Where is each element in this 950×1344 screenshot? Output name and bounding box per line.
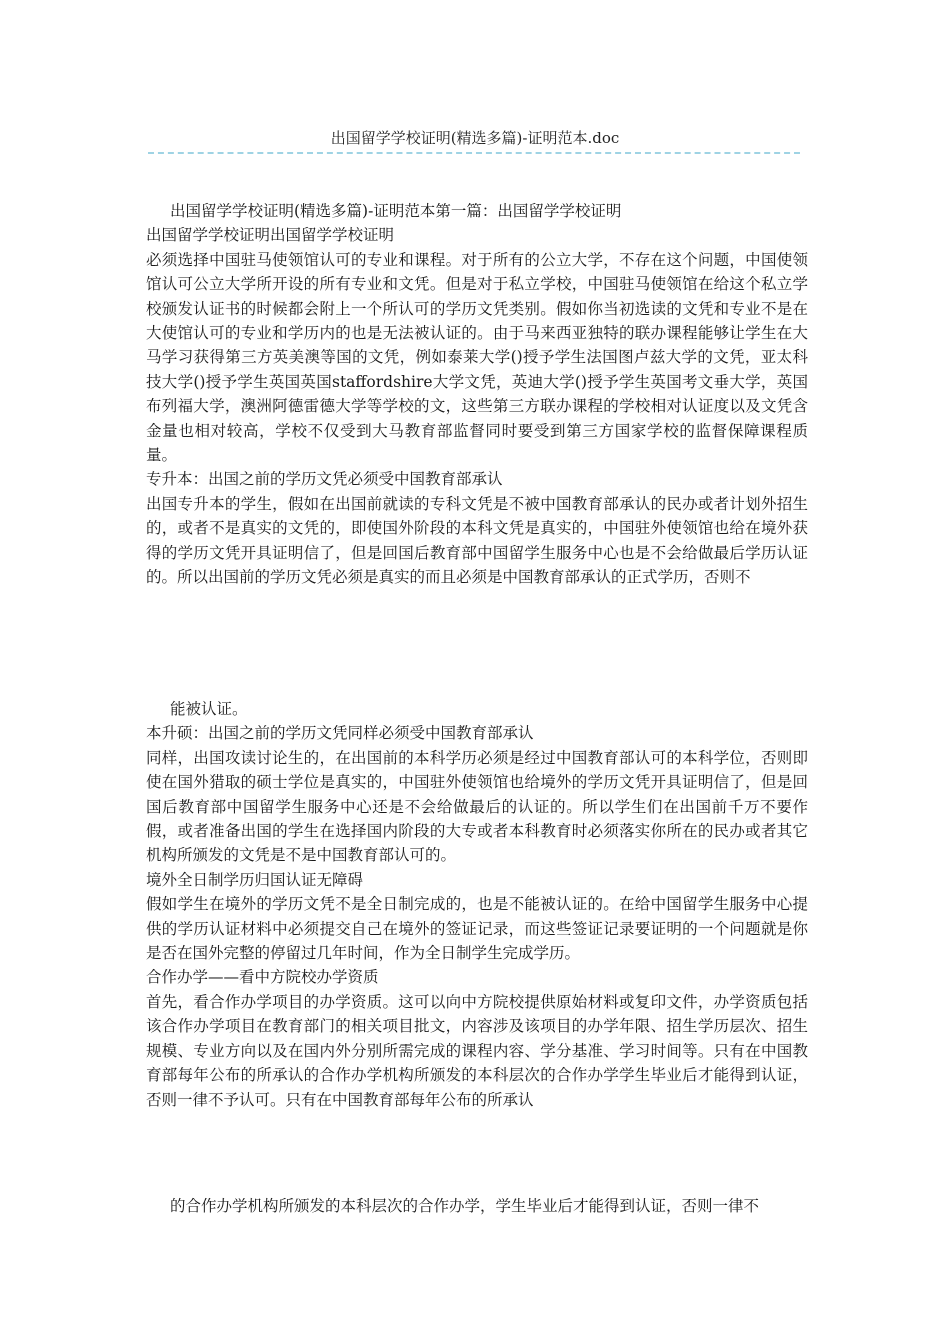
paragraph: 能被认证。 [170, 700, 248, 718]
paragraph-heading: 专升本：出国之前的学历文凭必须受中国教育部承认 [146, 470, 503, 489]
paragraph: 同样，出国攻读讨论生的，在出国前的本科学历必须是经过中国教育部认可的本科学位，否则即使在国外猎取的硕士学位是真实的，中国驻外使领馆也给境外的学历文凭开具证明信了，但是回国后教育部中国留学生服务中心还是不会给做最后的认证的。所以学生们在出国前千万不要作假，或者准备出国的学生在选择国内阶段的大专或者本科教育时必须落实你所在的民办或者其它机构所颁发的文凭是不是中国教育部认可的。 [146, 748, 808, 865]
text-block-3 [146, 1194, 808, 1218]
paragraph: 出国留学学校证明出国留学学校证明 [146, 226, 395, 245]
paragraph-heading: 境外全日制学历归国认证无障碍 [146, 870, 364, 889]
paragraph: 首先，看合作办学项目的办学资质。这可以向中方院校提供原始材料或复印文件，办学资质包括该合作办学项目在教育部门的相关项目批文，内容涉及该项目的办学年限、招生学历层次、招生规模、专业方向以及在国内外分别所需完成的课程内容、学分基准、学习时间等。只有在中国教育部每年公布的所承认的合作办学机构所颁发的本科层次的合作办学学生毕业后才能得到认证，否则一律不予认可。只有在中国教育部每年公布的所承认 [146, 992, 808, 1109]
paragraph: 的合作办学机构所颁发的本科层次的合作办学，学生毕业后才能得到认证，否则一律不 [170, 1197, 760, 1215]
text-block-2 [146, 697, 808, 1112]
paragraph-heading: 本升硕：出国之前的学历文凭同样必须受中国教育部承认 [146, 724, 534, 743]
paragraph-heading: 合作办学——看中方院校办学资质 [146, 968, 379, 987]
document-title: 出国留学学校证明(精选多篇)-证明范本.doc [330, 129, 620, 147]
dashed-divider [148, 152, 800, 154]
paragraph: 出国专升本的学生，假如在出国前就读的专科文凭是不被中国教育部承认的民办或者计划外招生的，或者不是真实的文凭的，即使国外阶段的本科文凭是真实的，中国驻外使领馆也给在境外获得的学历文凭开具证明信了，但是回国后教育部中国留学生服务中心也是不会给做最后学历认证的。所以出国前的学历文凭必须是真实的而且必须是中国教育部承认的正式学历，否则不 [146, 494, 808, 587]
section-heading: 出国留学学校证明(精选多篇)-证明范本第一篇：出国留学学校证明 [170, 202, 622, 220]
paragraph: 假如学生在境外的学历文凭不是全日制完成的，也是不能被认证的。在给中国留学生服务中心提供的学历认证材料中必须提交自己在境外的签证记录，而这些签证记录要证明的一个问题就是你是否在国外完整的停留过几年时间，作为全日制学生完成学历。 [146, 895, 808, 963]
text-block-1 [146, 199, 808, 590]
paragraph: 必须选择中国驻马使领馆认可的专业和课程。对于所有的公立大学，不存在这个问题，中国使领馆认可公立大学所开设的所有专业和文凭。但是对于私立学校，中国驻马使领馆在给这个私立学校颁发认证书的时候都会附上一个所认可的学历文凭类别。假如你当初选读的文凭和专业不是在大使馆认可的专业和学历内的也是无法被认证的。由于马来西亚独特的联办课程能够让学生在大马学习获得第三方英美澳等国的文凭，例如泰莱大学()授予学生法国图卢兹大学的文凭，亚太科技大学()授予学生英国英国staffordshire大学文凭，英迪大学()授予学生英国考文垂大学，英国布列福大学，澳洲阿德雷德大学等学校的文，这些第三方联办课程的学校相对认证度以及文凭含金量也相对较高，学校不仅受到大马教育部监督同时要受到第三方国家学校的监督保障课程质量。 [146, 250, 808, 465]
